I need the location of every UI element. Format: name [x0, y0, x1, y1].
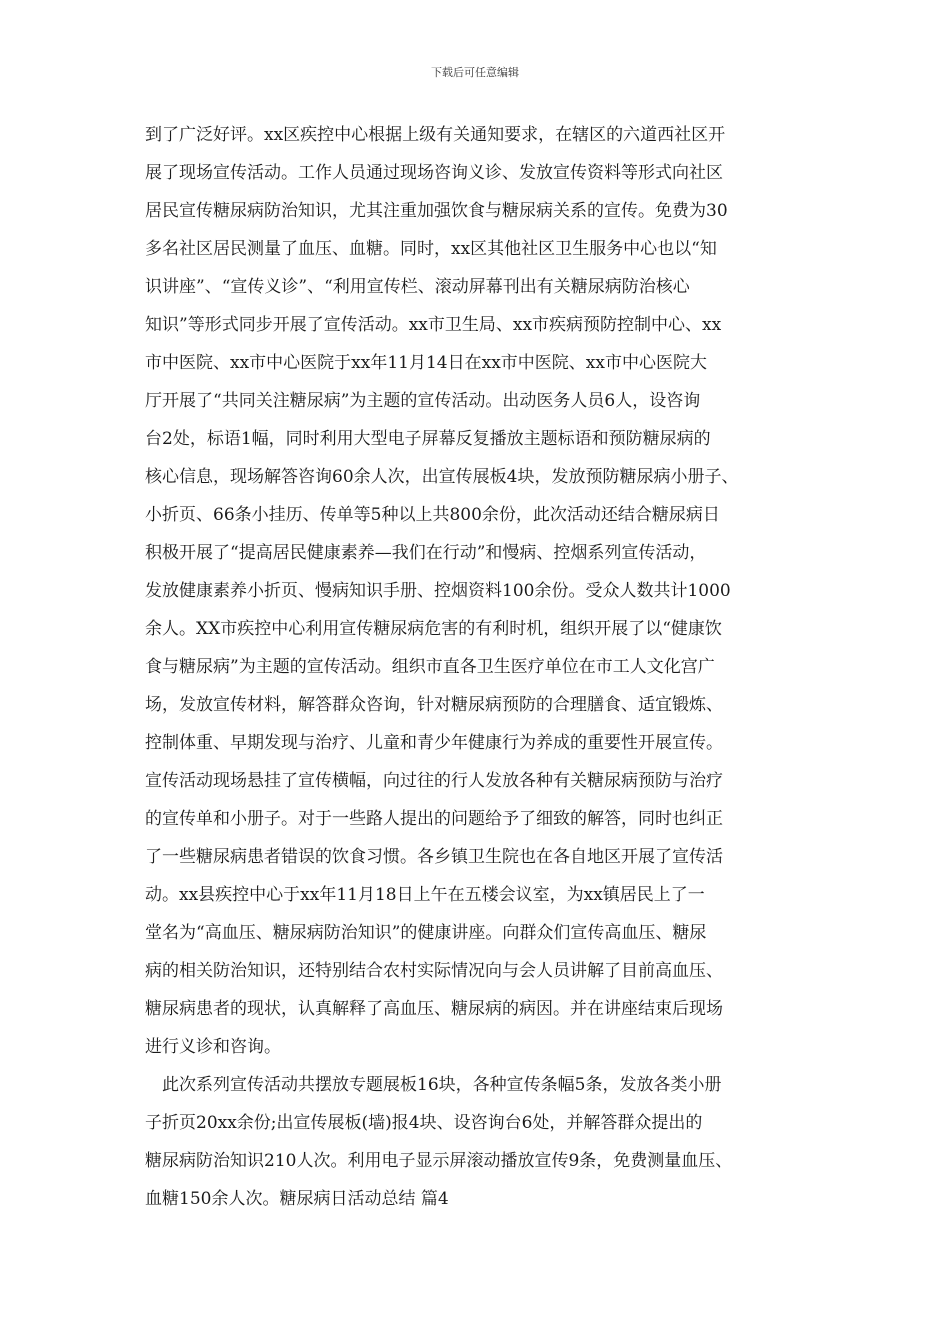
- page-header-note: 下载后可任意编辑: [431, 66, 519, 79]
- text-line: 市中医院、xx市中心医院于xx年11月14日在xx市中医院、xx市中心医院大: [145, 353, 707, 373]
- text-line: 展了现场宣传活动。工作人员通过现场咨询义诊、发放宣传资料等形式向社区: [145, 163, 723, 183]
- text-line: 场，发放宣传材料，解答群众咨询，针对糖尿病预防的合理膳食、适宜锻炼、: [145, 695, 723, 715]
- text-line: 糖尿病防治知识210人次。利用电子显示屏滚动播放宣传9条，免费测量血压、: [145, 1151, 733, 1171]
- text-line: 动。xx县疾控中心于xx年11月18日上午在五楼会议室，为xx镇居民上了一: [145, 885, 705, 905]
- text-line: 到了广泛好评。xx区疾控中心根据上级有关通知要求，在辖区的六道西社区开: [145, 125, 726, 145]
- text-line: 进行义诊和咨询。: [145, 1037, 281, 1057]
- text-line: 积极开展了“提高居民健康素养—我们在行动”和慢病、控烟系列宣传活动，: [145, 543, 707, 563]
- text-line: 知识”等形式同步开展了宣传活动。xx市卫生局、xx市疾病预防控制中心、xx: [145, 315, 722, 335]
- text-line: 糖尿病患者的现状，认真解释了高血压、糖尿病的病因。并在讲座结束后现场: [145, 999, 723, 1019]
- text-line: 厅开展了“共同关注糖尿病”为主题的宣传活动。出动医务人员6人，设咨询: [145, 391, 701, 411]
- text-line: 台2处，标语1幅，同时利用大型电子屏幕反复播放主题标语和预防糖尿病的: [145, 429, 711, 449]
- text-line: 堂名为“高血压、糖尿病防治知识”的健康讲座。向群众们宣传高血压、糖尿: [145, 923, 707, 943]
- text-line: 小折页、66条小挂历、传单等5种以上共800余份，此次活动还结合糖尿病日: [145, 505, 720, 525]
- text-line: 发放健康素养小折页、慢病知识手册、控烟资料100余份。受众人数共计1000: [145, 581, 731, 601]
- paragraph-first-line: 此次系列宣传活动共摆放专题展板16块，各种宣传条幅5条，发放各类小册: [162, 1075, 722, 1095]
- text-line: 识讲座”、“宣传义诊”、“利用宣传栏、滚动屏幕刊出有关糖尿病防治核心: [145, 277, 690, 297]
- text-line: 多名社区居民测量了血压、血糖。同时，xx区其他社区卫生服务中心也以“知: [145, 239, 717, 259]
- text-line: 居民宣传糖尿病防治知识，尤其注重加强饮食与糖尿病关系的宣传。免费为30: [145, 201, 728, 221]
- text-line: 了一些糖尿病患者错误的饮食习惯。各乡镇卫生院也在各自地区开展了宣传活: [145, 847, 723, 867]
- text-line: 控制体重、早期发现与治疗、儿童和青少年健康行为养成的重要性开展宣传。: [145, 733, 723, 753]
- text-line: 宣传活动现场悬挂了宣传横幅，向过往的行人发放各种有关糖尿病预防与治疗: [145, 771, 723, 791]
- text-line: 的宣传单和小册子。对于一些路人提出的问题给予了细致的解答，同时也纠正: [145, 809, 723, 829]
- text-line: 子折页20xx余份;出宣传展板(墙)报4块、设咨询台6处，并解答群众提出的: [145, 1113, 703, 1133]
- text-line: 余人。XX市疾控中心利用宣传糖尿病危害的有利时机，组织开展了以“健康饮: [145, 619, 722, 639]
- text-line: 病的相关防治知识，还特别结合农村实际情况向与会人员讲解了目前高血压、: [145, 961, 723, 981]
- text-line: 食与糖尿病”为主题的宣传活动。组织市直各卫生医疗单位在市工人文化宫广: [145, 657, 715, 677]
- text-line: 核心信息，现场解答咨询60余人次，出宣传展板4块，发放预防糖尿病小册子、: [145, 467, 739, 487]
- text-line: 血糖150余人次。糖尿病日活动总结 篇4: [145, 1189, 449, 1209]
